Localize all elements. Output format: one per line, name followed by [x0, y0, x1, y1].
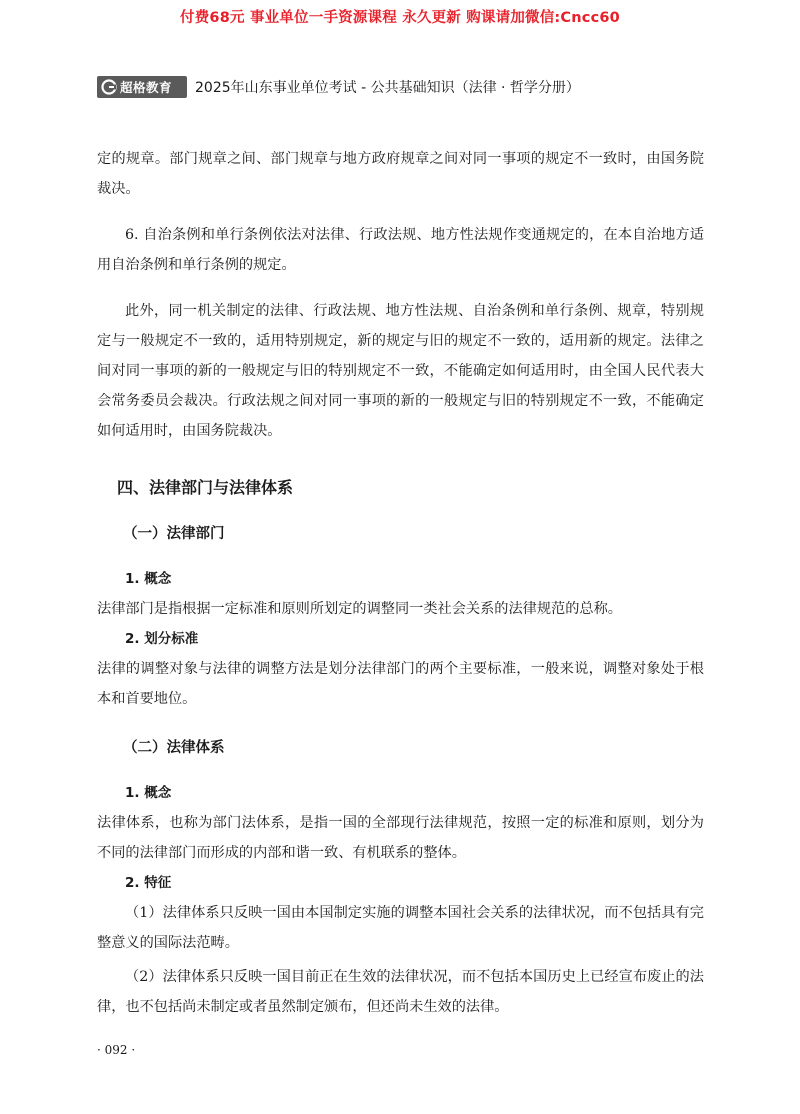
item-heading-system-concept: 1. 概念: [125, 785, 172, 801]
subsection-heading-legal-departments: （一）法律部门: [123, 526, 225, 542]
paragraph-continued: 定的规章。部门规章之间、部门规章与地方政府规章之间对同一事项的规定不一致时，由国务院裁决。: [97, 151, 704, 197]
subsection-heading-legal-system: （二）法律体系: [123, 740, 225, 756]
paragraph-additional: 此外，同一机关制定的法律、行政法规、地方性法规、自治条例和单行条例、规章，特别规定与一般规定不一致的，适用特别规定，新的规定与旧的规定不一致的，适用新的规定。法律之间对同一事项的新的一般规定与旧的特别规定不一致，不能确定如何适用时，由全国人民代表大会常务委员会裁决。行政法规之间对同一事项的新的一般规定与旧的特别规定不一致，不能确定如何适用时，由国务院裁决。: [97, 303, 704, 439]
item-heading-criteria: 2. 划分标准: [125, 631, 199, 647]
paragraph-rule-6: 6. 自治条例和单行条例依法对法律、行政法规、地方性法规作变通规定的，在本自治地方适用自治条例和单行条例的规定。: [97, 227, 704, 273]
watermark-banner: 付费68元 事业单位一手资源课程 永久更新 购课请加微信:Cncc60: [180, 10, 620, 26]
paragraph-feature-1: （1）法律体系只反映一国由本国制定实施的调整本国社会关系的法律状况，而不包括具有完整意义的国际法范畴。: [97, 905, 704, 951]
paragraph-feature-2: （2）法律体系只反映一国目前正在生效的法律状况，而不包括本国历史上已经宣布废止的法律，也不包括尚未制定或者虽然制定颁布，但还尚未生效的法律。: [97, 969, 704, 1015]
page-number: · 092 ·: [97, 1043, 136, 1057]
section-heading: 四、法律部门与法律体系: [117, 478, 294, 497]
paragraph-criteria: 法律的调整对象与法律的调整方法是划分法律部门的两个主要标准，一般来说，调整对象处于根本和首要地位。: [97, 661, 704, 707]
item-heading-features: 2. 特征: [125, 875, 172, 891]
paragraph-system-concept: 法律体系，也称为部门法体系，是指一国的全部现行法律规范，按照一定的标准和原则，划分为不同的法律部门而形成的内部和谐一致、有机联系的整体。: [97, 815, 704, 861]
page-content: [97, 144, 704, 1026]
publisher-logo: [97, 76, 187, 98]
page-header: [97, 74, 580, 100]
logo-text: 超格教育: [120, 80, 173, 95]
item-heading-concept: 1. 概念: [125, 571, 172, 587]
logo-mark-icon: [101, 79, 117, 95]
header-title: 2025年山东事业单位考试 - 公共基础知识（法律 · 哲学分册）: [195, 80, 580, 96]
paragraph-department-concept: 法律部门是指根据一定标准和原则所划定的调整同一类社会关系的法律规范的总称。: [97, 601, 622, 617]
